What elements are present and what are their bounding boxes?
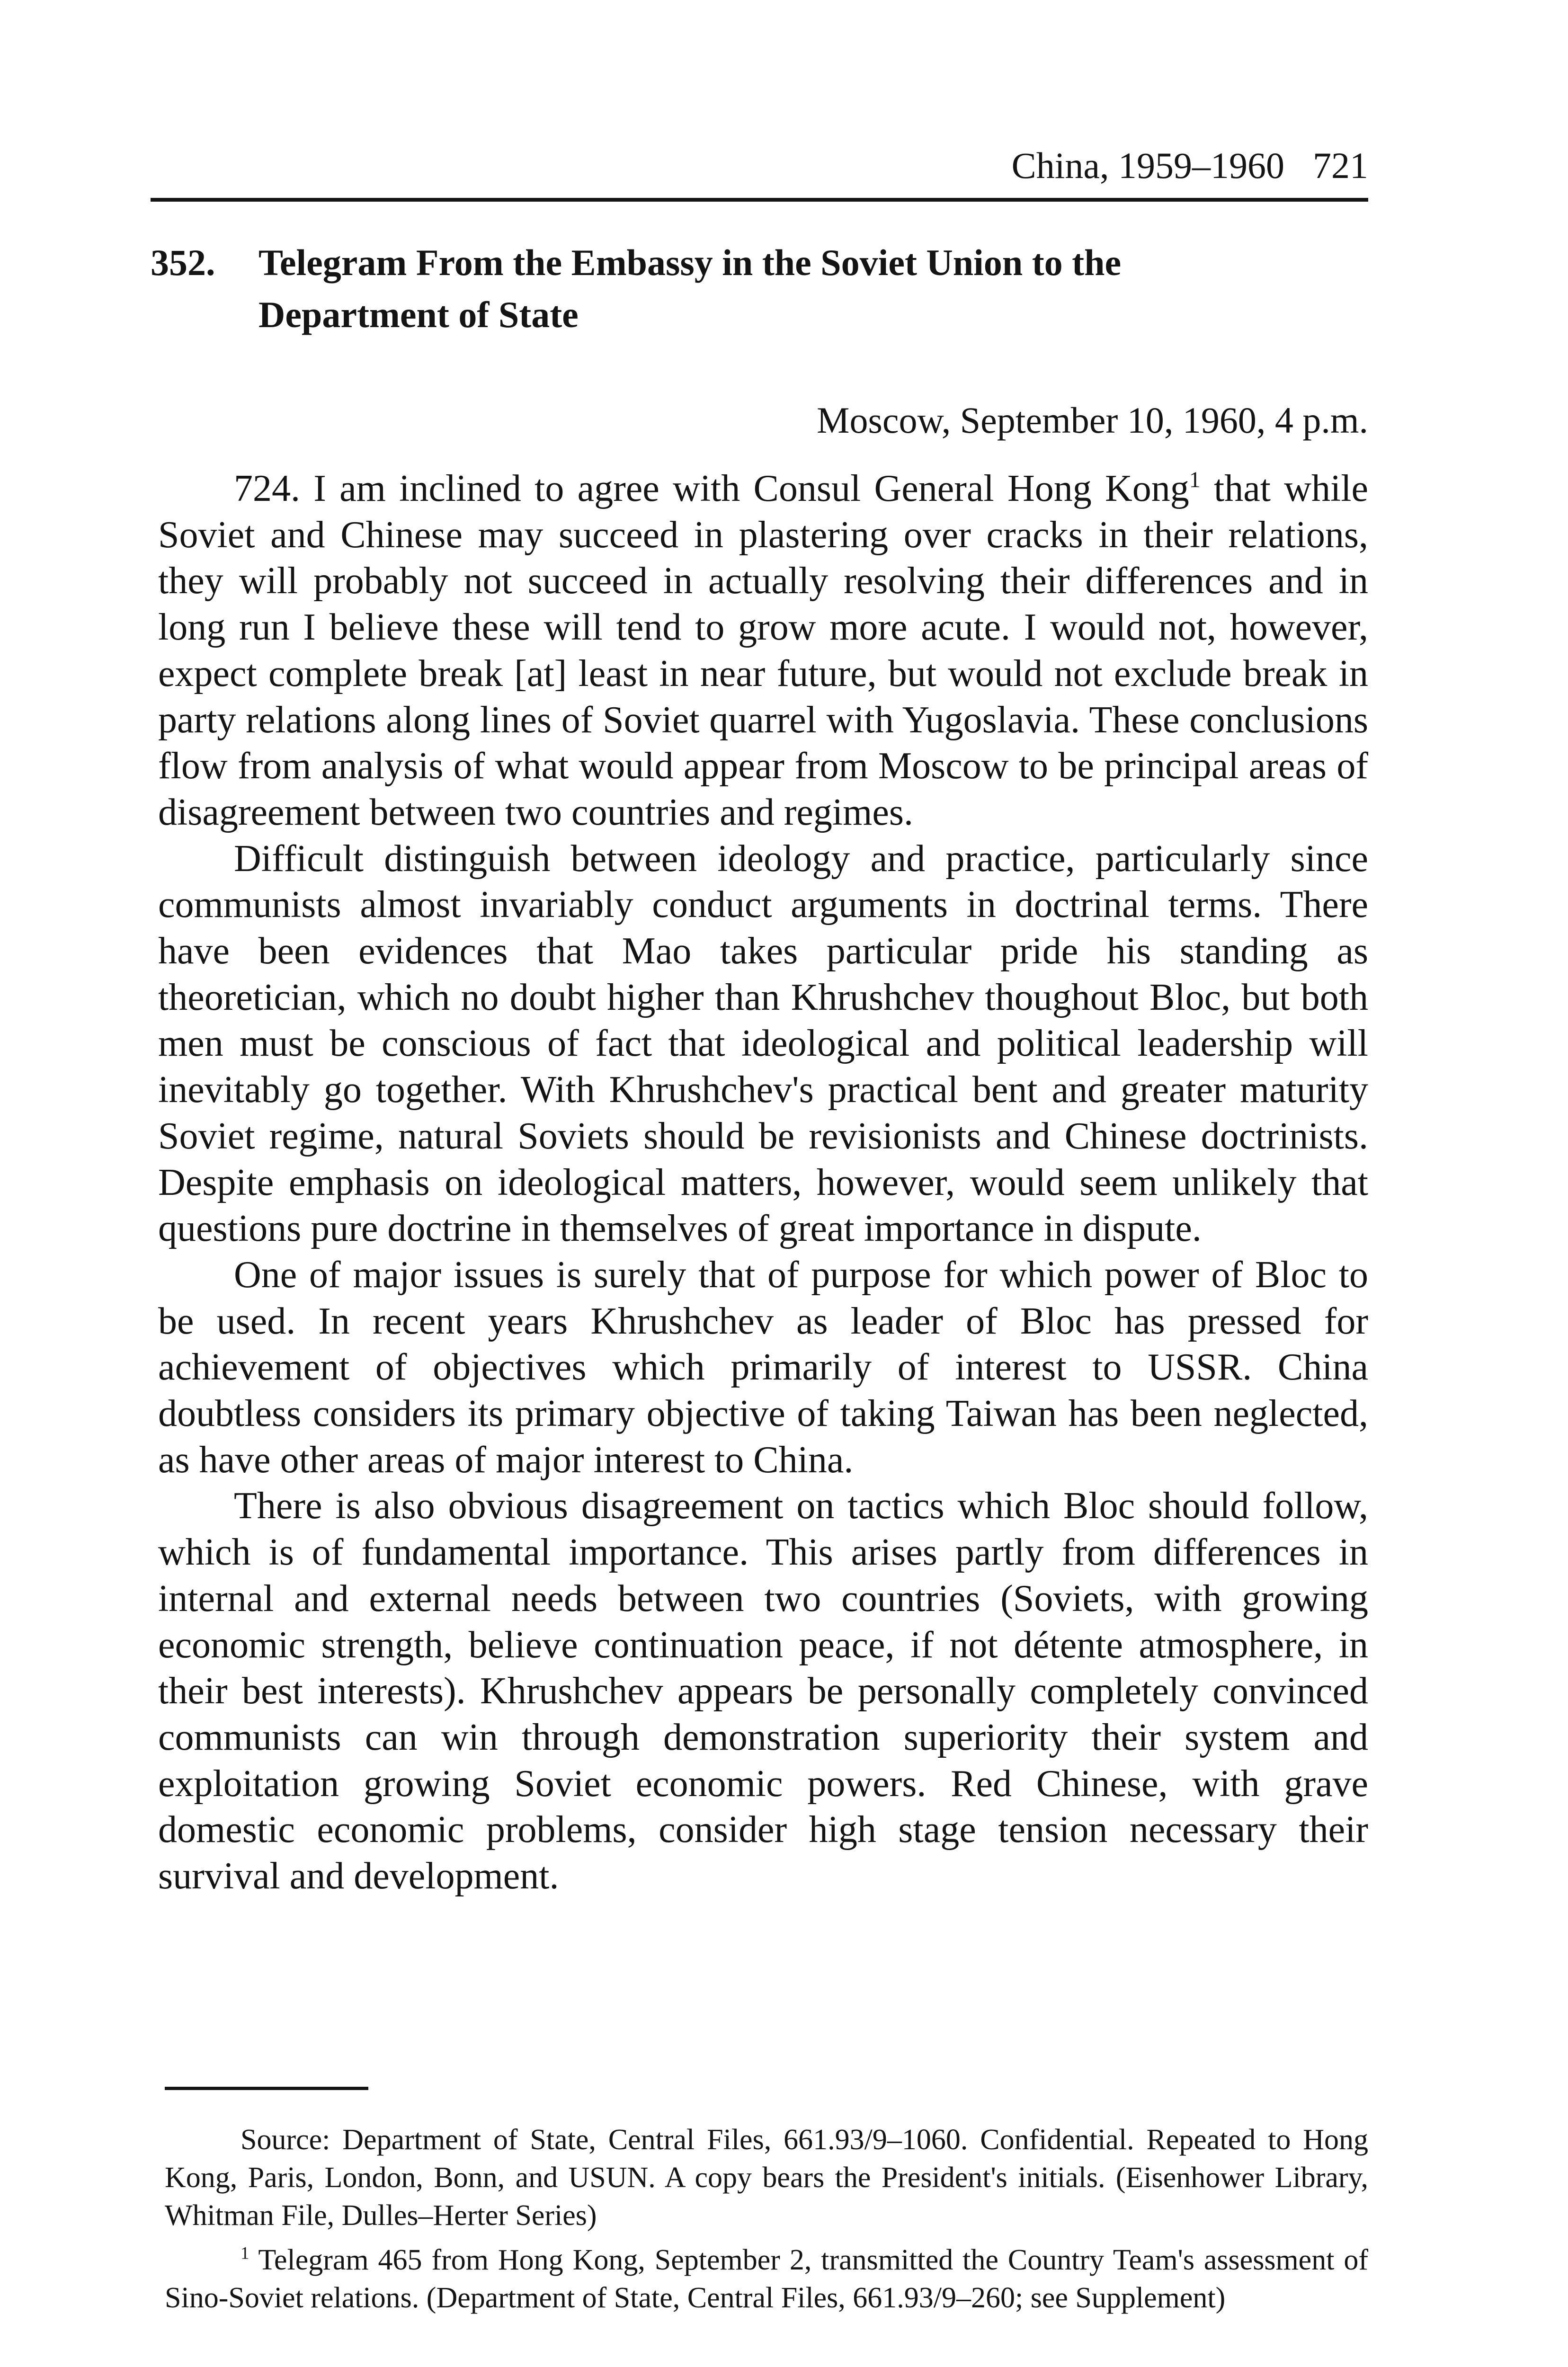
source-note: Source: Department of State, Central Files, 661.93/9–1060. Confidential. Repeated to Hong Kong, Paris, London, Bonn, and USUN. A copy bears the President's initials. (Eisenhower Library, Whitman File, Dulles–Herter Series) [165,2124,1368,2232]
footnotes [165,2121,1368,2323]
footnote-1-text: Telegram 465 from Hong Kong, September 2, transmitted the Country Team's assessment of Sino-Soviet relations. (Department of State, Central Files, 661.93/9–260; see Supplement) [165,2244,1368,2314]
footnote-reference-1: 1 [1189,467,1201,493]
header-rule [151,198,1368,202]
footnote-1-marker: 1 [241,2243,249,2263]
body-paragraph-3: One of major issues is surely that of purpose for which power of Bloc to be used. In recent years Khrushchev as leader of Bloc has pressed for achievement of objectives which primarily of interest to USSR. China doubtless considers its primary objective of taking Taiwan has been neglected, as have other areas of major interest to China. [158,1254,1368,1481]
running-head-title: China, 1959–1960 [1011,145,1284,186]
paragraph-1-text-end: that while Soviet and Chinese may succeed in plastering over cracks in their relations, they will probably not succeed in actually resolving their differences and in long run I believe these will tend to grow more acute. I would not, however, expect complete break [at] least in near future, but would not exclude break in party relations along lines of Soviet quarrel with Yugoslavia. These conclusions flow from analysis of what would appear from Moscow to be principal areas of disagreement between two countries and regimes. [158,468,1368,833]
body-paragraph-4: There is also obvious disagreement on tactics which Bloc should follow, which is of fundamental importance. This arises partly from differences in internal and external needs between two countries (Soviets, with growing economic strength, believe continuation peace, if not détente atmosphere, in their best interests). Khrushchev appears be personally completely convinced communists can win through demonstration superiority their system and exploitation growing Soviet economic powers. Red Chinese, with grave domestic economic problems, consider high stage tension necessary their survival and development. [158,1485,1368,1897]
body-paragraph-2: Difficult distinguish between ideology and practice, particularly since communists almost invariably conduct arguments in doctrinal terms. There have been evidences that Mao takes particular pride his standing as theoretician, which no doubt higher than Khrushchev thoughout Bloc, but both men must be conscious of fact that ideological and political leadership will inevitably go together. With Khrushchev's practical bent and greater maturity Soviet regime, natural Soviets should be revisionists and Chinese doctrinists. Despite emphasis on ideological matters, however, would seem unlikely that questions pure doctrine in themselves of great importance in dispute. [158,837,1368,1250]
page-number: 721 [1313,145,1368,186]
paragraph-1-text-start: 724. I am inclined to agree with Consul General Hong Kong [234,468,1189,509]
document-heading [151,237,1368,341]
document-title: Telegram From the Embassy in the Soviet Union to the Department of State [258,242,1122,335]
footnote-1 [165,2241,1368,2317]
dateline: Moscow, September 10, 1960, 4 p.m. [817,400,1368,441]
running-head [151,142,1368,189]
footnote-rule [165,2087,368,2090]
telegram-body [158,466,1368,1900]
body-paragraph-1 [158,466,1368,836]
document-number: 352. [151,242,215,283]
